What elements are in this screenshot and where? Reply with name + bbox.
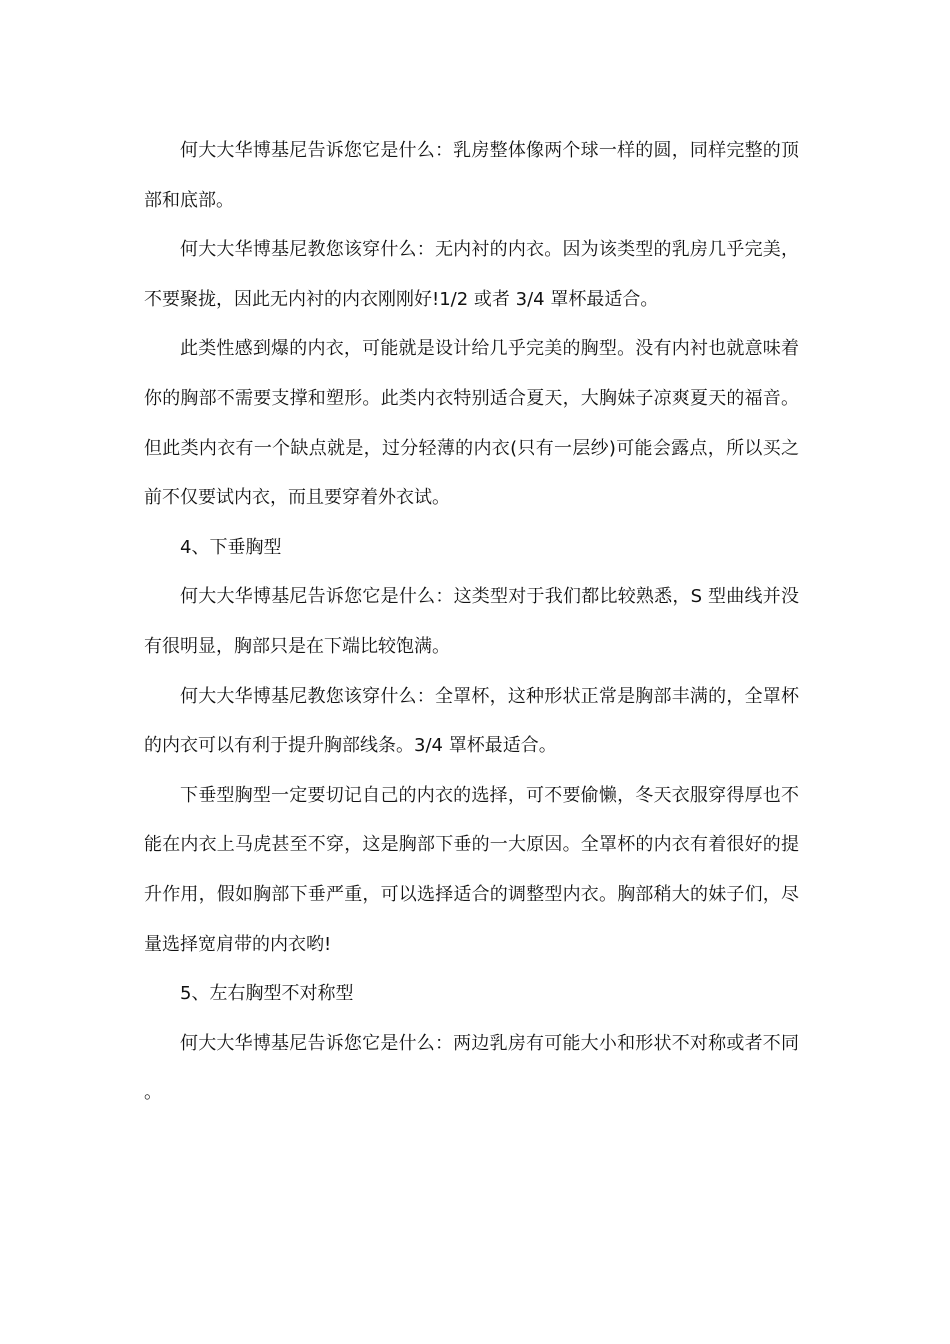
heading-asymmetric-shape: 5、左右胸型不对称型 — [180, 983, 354, 1005]
paragraph-sagging-shape-notes: 下垂型胸型一定要切记自己的内衣的选择，可不要偷懒，冬天衣服穿得厚也不能在内衣上马虎甚至不穿，这是胸部下垂的一大原因。全罩杯的内衣有着很好的提升作用，假如胸部下垂严重，可以选择适合的调整型内衣。胸部稍大的妹子们，尽量选择宽肩带的内衣哟! — [144, 784, 799, 955]
heading-sagging-shape: 4、下垂胸型 — [180, 536, 282, 558]
paragraph-sagging-shape-description: 何大大华博基尼告诉您它是什么：这类型对于我们都比较熟悉，S 型曲线并没有很明显，胸部只是在下端比较饱满。 — [144, 586, 799, 657]
paragraph-asymmetric-shape-description: 何大大华博基尼告诉您它是什么：两边乳房有可能大小和形状不对称或者不同。 — [144, 1032, 799, 1104]
document-body — [144, 126, 799, 1118]
paragraph-unlined-bra-notes: 此类性感到爆的内衣，可能就是设计给几乎完美的胸型。没有内衬也就意味着你的胸部不需要支撑和塑形。此类内衣特别适合夏天，大胸妹子凉爽夏天的福音。但此类内衣有一个缺点就是，过分轻薄的内衣(只有一层纱)可能会露点，所以买之前不仅要试内衣，而且要穿着外衣试。 — [144, 338, 799, 509]
paragraph-round-shape-description: 何大大华博基尼告诉您它是什么：乳房整体像两个球一样的圆，同样完整的顶部和底部。 — [144, 140, 799, 211]
paragraph-sagging-shape-recommendation: 何大大华博基尼教您该穿什么：全罩杯，这种形状正常是胸部丰满的，全罩杯的内衣可以有利于提升胸部线条。3/4 罩杯最适合。 — [144, 685, 799, 757]
paragraph-round-shape-recommendation: 何大大华博基尼教您该穿什么：无内衬的内衣。因为该类型的乳房几乎完美，不要聚拢，因此无内衬的内衣刚刚好!1/2 或者 3/4 罩杯最适合。 — [144, 239, 799, 310]
